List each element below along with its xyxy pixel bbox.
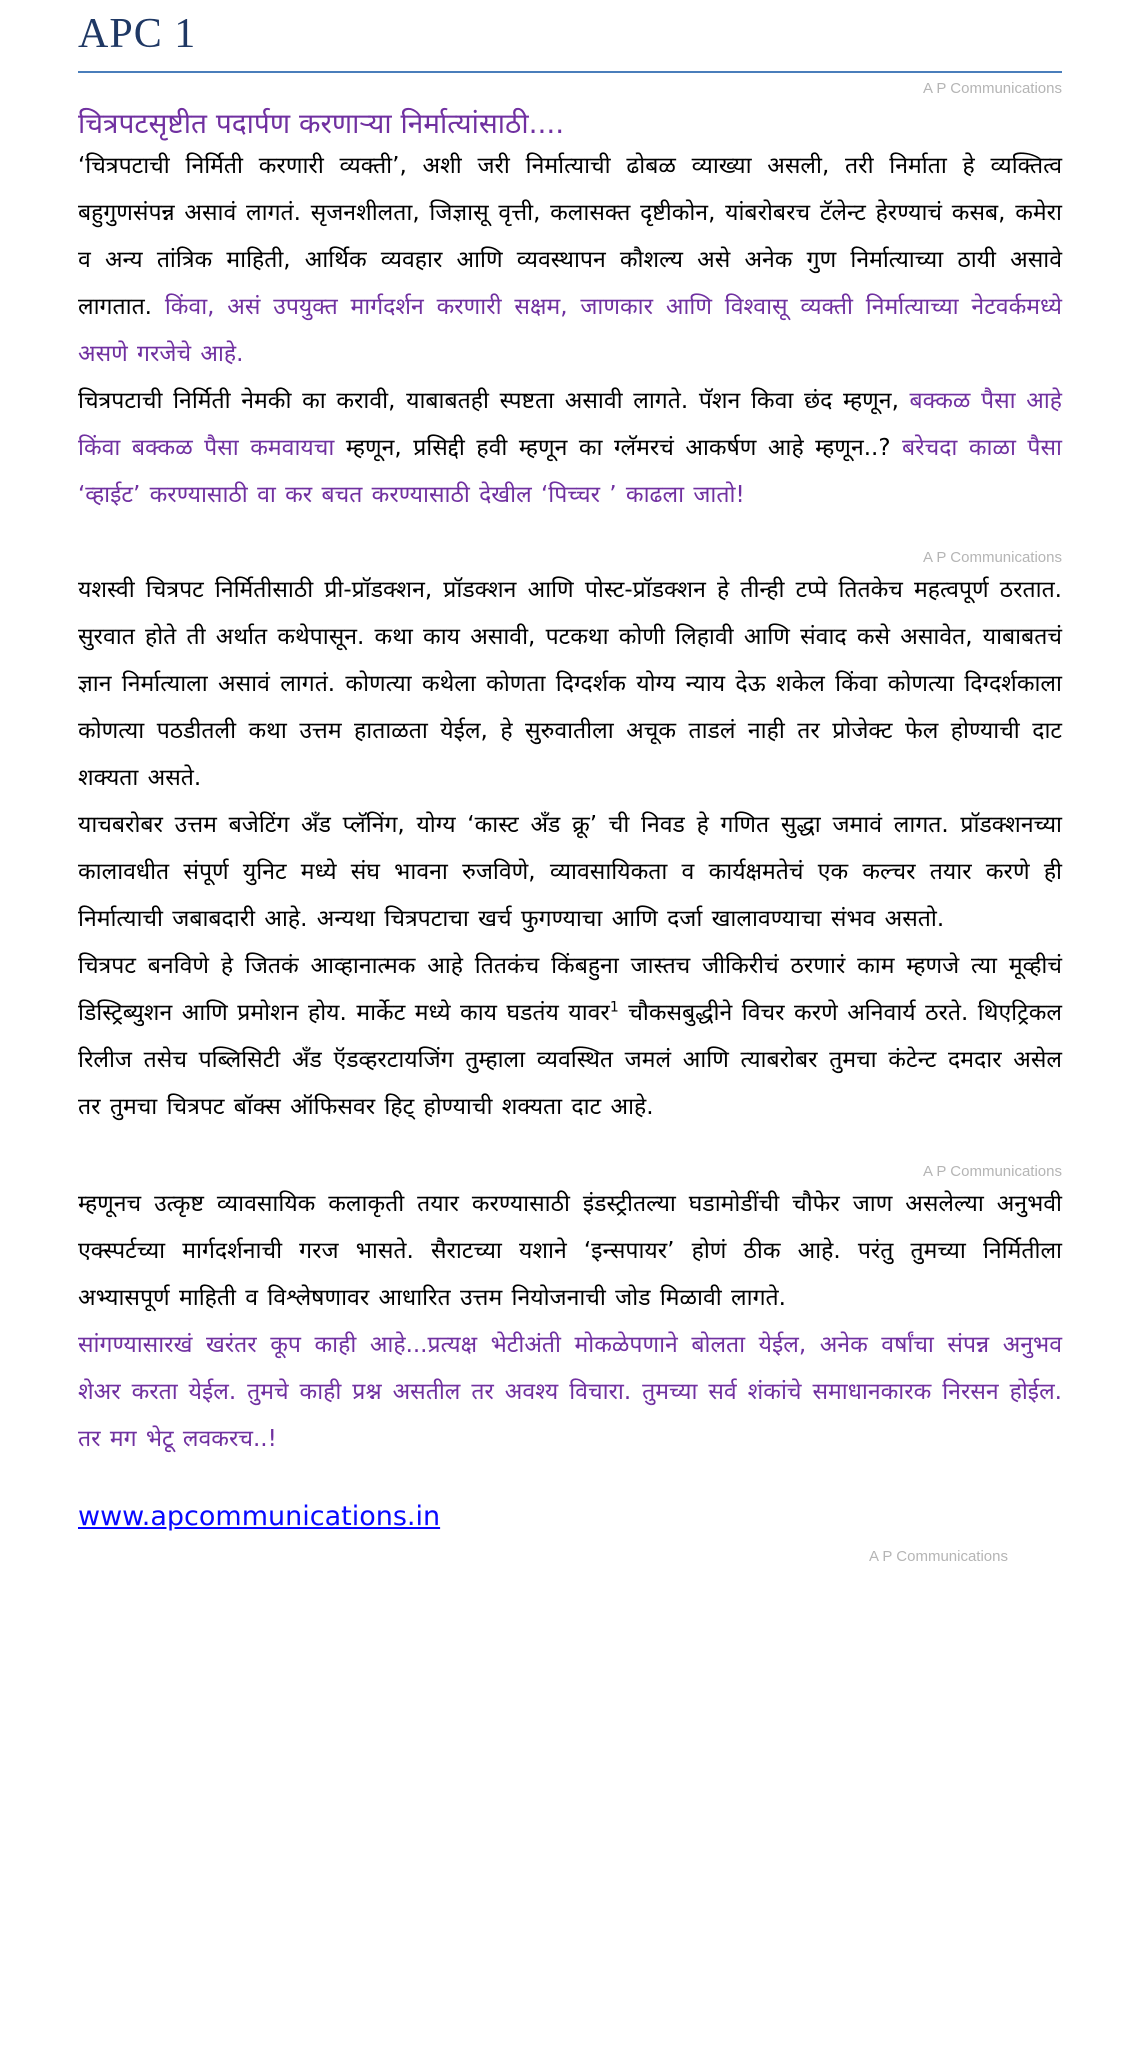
paragraph bbox=[78, 378, 1062, 519]
watermark-text: A P Communications bbox=[923, 1162, 1062, 1180]
title-divider bbox=[78, 71, 1062, 73]
text-segment: किंवा, असं उपयुक्त मार्गदर्शन करणारी सक्षम, जाणकार आणि विश्वासू व्यक्ती निर्मात्याच्या नेटवर्कमध्ये असणे गरजेचे आहे. bbox=[78, 293, 1062, 367]
paragraph bbox=[78, 943, 1062, 1131]
text-segment: म्हणूनच उत्कृष्ट व्यावसायिक कलाकृती तयार करण्यासाठी इंडस्ट्रीतल्या घडामोडींची चौफेर जाण असलेल्या अनुभवी एक्स्पर्टच्या मार्गदर्शनाची गरज भासते. सैराटच्या यशाने ‘इन्सपायर’ होणं ठीक आहे. परंतु तुमच्या निर्मितीला अभ्यासपूर्ण माहिती व विश्लेषणावर आधारित उत्तम नियोजनाची जोड मिळावी लागते. bbox=[78, 1190, 1062, 1311]
paragraph bbox=[78, 802, 1062, 943]
text-segment: सांगण्यासारखं खरंतर कूप काही आहे...प्रत्यक्ष भेटीअंती मोकळेपणाने बोलता येईल, अनेक वर्षांचा संपन्न अनुभव शेअर करता येईल. तुमचे काही प्रश्न असतील तर अवश्य विचारा. तुमच्या सर्व शंकांचे समाधानकारक निरसन होईल. तर मग भेटू लवकरच..! bbox=[78, 1331, 1062, 1452]
text-segment: 1 bbox=[609, 999, 619, 1016]
paragraph bbox=[78, 1322, 1062, 1463]
page-title: APC 1 bbox=[78, 11, 197, 57]
paragraph bbox=[78, 567, 1062, 802]
text-segment: चित्रपट बनविणे हे जितकं आव्हानात्मक आहे तितकंच किंबहुना जास्तच जीकिरीचं ठरणारं काम म्हणजे त्या मूव्हीचं डिस्ट्रिब्युशन आणि प्रमोशन होय. मार्केट मध्ये काय घडतंय यावर bbox=[78, 952, 1062, 1026]
section-heading: चित्रपटसृष्टीत पदार्पण करणाऱ्या निर्मात्यांसाठी.... bbox=[78, 106, 565, 140]
text-segment: यशस्वी चित्रपट निर्मितीसाठी प्री-प्रॉडक्शन, प्रॉडक्शन आणि पोस्ट-प्रॉडक्शन हे तीन्ही टप्पे तितकेच महत्वपूर्ण ठरतात. सुरवात होते ती अर्थात कथेपासून. कथा काय असावी, पटकथा कोणी लिहावी आणि संवाद कसे असावेत, याबाबतचं ज्ञान निर्मात्याला असावं लागतं. कोणत्या कथेला कोणता दिग्दर्शक योग्य न्याय देऊ शकेल किंवा कोणत्या दिग्दर्शकाला कोणत्या पठडीतली कथा उत्तम हाताळता येईल, हे सुरुवातीला अचूक ताडलं नाही तर प्रोजेक्ट फेल होण्याची दाट शक्यता असते. bbox=[78, 576, 1062, 791]
text-segment: चौकसबुद्धीने विचर करणे अनिवार्य ठरते. थिएट्रिकल रिलीज तसेच पब्लिसिटी अँड ऍडव्हरटायजिंग तुम्हाला व्यवस्थित जमलं आणि त्याबरोबर तुमचा कंटेन्ट दमदार असेल तर तुमचा चित्रपट बॉक्स ऑफिसवर हिट् होण्याची शक्यता दाट आहे. bbox=[78, 999, 1062, 1120]
text-segment: बरेचदा काळा पैसा ‘व्हाईट’ करण्यासाठी वा कर बचत करण्यासाठी देखील ‘पिच्चर ’ काढला जातो! bbox=[78, 434, 1062, 508]
watermark-text: A P Communications bbox=[923, 548, 1062, 566]
text-segment: याचबरोबर उत्तम बजेटिंग अँड प्लॅनिंग, योग्य ‘कास्ट अँड क्रू’ ची निवड हे गणित सुद्धा जमावं लागत. प्रॉडक्शनच्या कालावधीत संपूर्ण युनिट मध्ये संघ भावना रुजविणे, व्यावसायिकता व कार्यक्षमतेचं एक कल्चर तयार करणे ही निर्मात्याची जबाबदारी आहे. अन्यथा चित्रपटाचा खर्च फुगण्याचा आणि दर्जा खालावण्याचा संभव असतो. bbox=[78, 811, 1062, 932]
text-segment: चित्रपटाची निर्मिती नेमकी का करावी, याबाबतही स्पष्टता असावी लागते. पॅशन किवा छंद म्हणून, bbox=[78, 387, 910, 414]
text-segment: बक्कळ पैसा आहे किंवा बक्कळ पैसा कमवायचा bbox=[78, 387, 1062, 461]
text-segment: ‘चित्रपटाची निर्मिती करणारी व्यक्ती’, अशी जरी निर्मात्याची ढोबळ व्याख्या असली, तरी निर्माता हे व्यक्तित्व बहुगुणसंपन्न असावं लागतं. सृजनशीलता, जिज्ञासू वृत्ती, कलासक्त दृष्टीकोन, यांबरोबरच टॅलेन्ट हेरण्याचं कसब, कमेरा व अन्य तांत्रिक माहिती, आर्थिक व्यवहार आणि व्यवस्थापन कौशल्य असे अनेक गुण निर्मात्याच्या ठायी असावे लागतात. bbox=[78, 152, 1062, 320]
watermark-text: A P Communications bbox=[923, 79, 1062, 97]
text-segment: म्हणून, प्रसिद्दी हवी म्हणून का ग्लॅमरचं आकर्षण आहे म्हणून..? bbox=[345, 434, 903, 461]
footer-link-row bbox=[78, 1501, 1062, 1532]
paragraph bbox=[78, 1181, 1062, 1322]
website-link[interactable]: www.apcommunications.in bbox=[78, 1500, 441, 1532]
watermark-text: A P Communications bbox=[869, 1547, 1008, 1565]
paragraph bbox=[78, 143, 1062, 378]
